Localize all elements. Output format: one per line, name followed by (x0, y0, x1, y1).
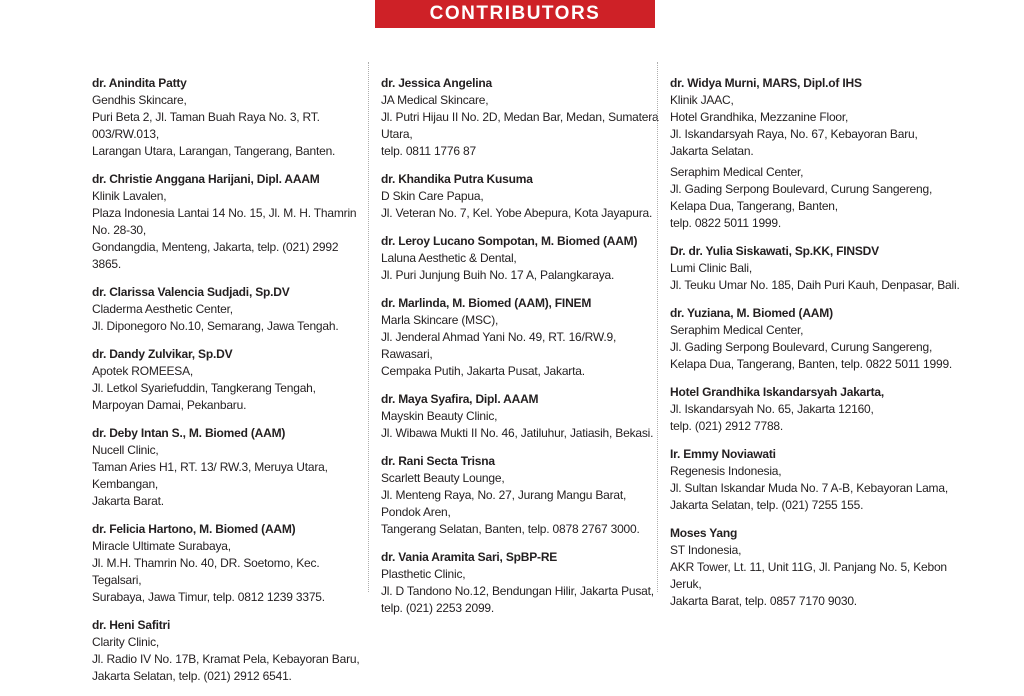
contributor-address-block (670, 164, 970, 232)
address-line: Jl. Radio IV No. 17B, Kramat Pela, Kebayoran Baru, (92, 652, 360, 666)
address-line: Nucell Clinic, (92, 443, 159, 457)
address-line: Miracle Ultimate Surabaya, (92, 539, 231, 553)
address-line: Plasthetic Clinic, (381, 567, 466, 581)
address-line: telp. 0822 5011 1999. (670, 216, 782, 230)
contributor-name: dr. Jessica Angelina (381, 76, 492, 90)
address-line: Jl. Iskandarsyah No. 65, Jakarta 12160, (670, 402, 874, 416)
address-line: Jakarta Selatan, telp. (021) 2912 6541. (92, 669, 292, 683)
contributor-entry (670, 305, 970, 373)
contributor-entry (92, 521, 370, 606)
contributor-entry (92, 425, 370, 510)
address-line: Jl. Diponegoro No.10, Semarang, Jawa Tengah. (92, 319, 339, 333)
contributor-address-block (92, 92, 370, 160)
contributor-address-block (381, 92, 659, 160)
contributor-entry (670, 384, 970, 435)
address-line: Klinik Lavalen, (92, 189, 167, 203)
contributor-address-block (92, 538, 370, 606)
address-line: Jl. Jenderal Ahmad Yani No. 49, RT. 16/RW.9, Rawasari, (381, 330, 617, 361)
contributor-address-block (92, 363, 370, 414)
address-line: Surabaya, Jawa Timur, telp. 0812 1239 3375. (92, 590, 325, 604)
contributor-address-block (670, 260, 970, 294)
contributor-address-block (381, 250, 659, 284)
contributor-name: dr. Christie Anggana Harijani, Dipl. AAAM (92, 172, 320, 186)
contributor-entry (670, 446, 970, 514)
contributor-entry (381, 453, 659, 538)
contributor-address-block (381, 312, 659, 380)
address-line: AKR Tower, Lt. 11, Unit 11G, Jl. Panjang No. 5, Kebon Jeruk, (670, 560, 947, 591)
contributor-name: dr. Rani Secta Trisna (381, 454, 495, 468)
contributor-address-block (670, 401, 970, 435)
address-line: Scarlett Beauty Lounge, (381, 471, 505, 485)
contributor-entry (381, 233, 659, 284)
contributor-entry (92, 617, 370, 685)
address-line: Plaza Indonesia Lantai 14 No. 15, Jl. M. H. Thamrin No. 28-30, (92, 206, 357, 237)
contributor-entry (381, 171, 659, 222)
column-divider-2 (657, 62, 658, 592)
contributor-name: dr. Maya Syafira, Dipl. AAAM (381, 392, 539, 406)
contributor-address-block (92, 188, 370, 273)
address-line: Jl. Putri Hijau II No. 2D, Medan Bar, Medan, Sumatera Utara, (381, 110, 659, 141)
contributor-address-block (670, 463, 970, 514)
contributor-address-block (670, 322, 970, 373)
address-line: Jl. Letkol Syariefuddin, Tangkerang Tengah, (92, 381, 316, 395)
address-line: telp. (021) 2253 2099. (381, 601, 495, 615)
address-line: telp. (021) 2912 7788. (670, 419, 784, 433)
address-line: Puri Beta 2, Jl. Taman Buah Raya No. 3, RT. 003/RW.013, (92, 110, 320, 141)
contributor-entry (670, 525, 970, 610)
address-line: Kelapa Dua, Tangerang, Banten, (670, 199, 838, 213)
address-line: Hotel Grandhika, Mezzanine Floor, (670, 110, 849, 124)
address-line: Jl. Iskandarsyah Raya, No. 67, Kebayoran Baru, (670, 127, 918, 141)
address-line: Jakarta Selatan, telp. (021) 7255 155. (670, 498, 864, 512)
contributor-address-block (92, 634, 370, 685)
contributor-entry (92, 171, 370, 273)
contributor-name: dr. Khandika Putra Kusuma (381, 172, 533, 186)
address-line: Jl. Puri Junjung Buih No. 17 A, Palangkaraya. (381, 268, 615, 282)
page-title: CONTRIBUTORS (429, 3, 601, 24)
contributor-entry (381, 391, 659, 442)
contributor-name: Ir. Emmy Noviawati (670, 447, 776, 461)
address-line: Kelapa Dua, Tangerang, Banten, telp. 0822 5011 1999. (670, 357, 953, 371)
address-line: Marpoyan Damai, Pekanbaru. (92, 398, 247, 412)
contributor-name: dr. Deby Intan S., M. Biomed (AAM) (92, 426, 286, 440)
address-line: Klinik JAAC, (670, 93, 734, 107)
address-line: Jl. Gading Serpong Boulevard, Curung Sangereng, (670, 182, 933, 196)
address-line: Tangerang Selatan, Banten, telp. 0878 2767 3000. (381, 522, 640, 536)
address-line: Jl. Menteng Raya, No. 27, Jurang Mangu Barat, Pondok Aren, (381, 488, 627, 519)
address-line: Jl. Sultan Iskandar Muda No. 7 A-B, Kebayoran Lama, (670, 481, 948, 495)
contributor-address-block (92, 442, 370, 510)
address-line: telp. 0811 1776 87 (381, 144, 476, 158)
address-line: Jl. D Tandono No.12, Bendungan Hilir, Jakarta Pusat, (381, 584, 654, 598)
address-line: Regenesis Indonesia, (670, 464, 782, 478)
contributor-entry (381, 295, 659, 380)
address-line: Jakarta Selatan. (670, 144, 754, 158)
address-line: Clarity Clinic, (92, 635, 160, 649)
contributors-banner (375, 0, 655, 28)
contributor-entry (92, 346, 370, 414)
contributor-name: dr. Anindita Patty (92, 76, 187, 90)
contributor-name: dr. Widya Murni, MARS, Dipl.of IHS (670, 76, 862, 90)
address-line: Gendhis Skincare, (92, 93, 187, 107)
contributor-name: Dr. dr. Yulia Siskawati, Sp.KK, FINSDV (670, 244, 879, 258)
address-line: Laluna Aesthetic & Dental, (381, 251, 517, 265)
contributor-name: dr. Clarissa Valencia Sudjadi, Sp.DV (92, 285, 290, 299)
address-line: ST Indonesia, (670, 543, 742, 557)
address-line: Seraphim Medical Center, (670, 165, 804, 179)
column-divider-1 (368, 62, 369, 592)
address-line: Larangan Utara, Larangan, Tangerang, Banten. (92, 144, 336, 158)
contributor-address-block (381, 408, 659, 442)
contributor-name: dr. Dandy Zulvikar, Sp.DV (92, 347, 233, 361)
address-line: Jl. Teuku Umar No. 185, Daih Puri Kauh, Denpasar, Bali. (670, 278, 960, 292)
contributor-entry (92, 75, 370, 160)
address-line: Jl. Veteran No. 7, Kel. Yobe Abepura, Kota Jayapura. (381, 206, 653, 220)
address-line: Taman Aries H1, RT. 13/ RW.3, Meruya Utara, Kembangan, (92, 460, 328, 491)
contributor-name: Moses Yang (670, 526, 738, 540)
contributor-name: dr. Heni Safitri (92, 618, 171, 632)
contributors-column-1 (92, 75, 370, 696)
address-line: JA Medical Skincare, (381, 93, 489, 107)
address-line: Apotek ROMEESA, (92, 364, 194, 378)
address-line: Jakarta Barat. (92, 494, 164, 508)
contributor-name: dr. Leroy Lucano Sompotan, M. Biomed (AAM) (381, 234, 638, 248)
contributor-address-block (381, 188, 659, 222)
address-line: Jakarta Barat, telp. 0857 7170 9030. (670, 594, 857, 608)
contributor-entry (670, 75, 970, 232)
contributor-name: dr. Marlinda, M. Biomed (AAM), FINEM (381, 296, 592, 310)
contributor-address-block (381, 566, 659, 617)
contributor-entry (92, 284, 370, 335)
contributor-entry (381, 75, 659, 160)
contributors-column-2 (381, 75, 659, 628)
address-line: Jl. Wibawa Mukti II No. 46, Jatiluhur, Jatiasih, Bekasi. (381, 426, 654, 440)
address-line: Gondangdia, Menteng, Jakarta, telp. (021) 2992 3865. (92, 240, 339, 271)
contributors-column-3 (670, 75, 970, 621)
contributor-name: dr. Yuziana, M. Biomed (AAM) (670, 306, 833, 320)
address-line: Jl. Gading Serpong Boulevard, Curung Sangereng, (670, 340, 933, 354)
address-line: Lumi Clinic Bali, (670, 261, 752, 275)
contributor-entry (381, 549, 659, 617)
contributor-address-block (92, 301, 370, 335)
address-line: Mayskin Beauty Clinic, (381, 409, 498, 423)
address-line: D Skin Care Papua, (381, 189, 484, 203)
address-line: Cempaka Putih, Jakarta Pusat, Jakarta. (381, 364, 585, 378)
address-line: Claderma Aesthetic Center, (92, 302, 233, 316)
contributor-entry (670, 243, 970, 294)
contributor-name: dr. Felicia Hartono, M. Biomed (AAM) (92, 522, 296, 536)
address-line: Jl. M.H. Thamrin No. 40, DR. Soetomo, Kec. Tegalsari, (92, 556, 320, 587)
contributor-address-block (670, 92, 970, 160)
contributor-address-block (381, 470, 659, 538)
address-line: Seraphim Medical Center, (670, 323, 804, 337)
contributor-name: dr. Vania Aramita Sari, SpBP-RE (381, 550, 558, 564)
contributor-address-block (670, 542, 970, 610)
contributor-name: Hotel Grandhika Iskandarsyah Jakarta, (670, 385, 885, 399)
address-line: Marla Skincare (MSC), (381, 313, 499, 327)
